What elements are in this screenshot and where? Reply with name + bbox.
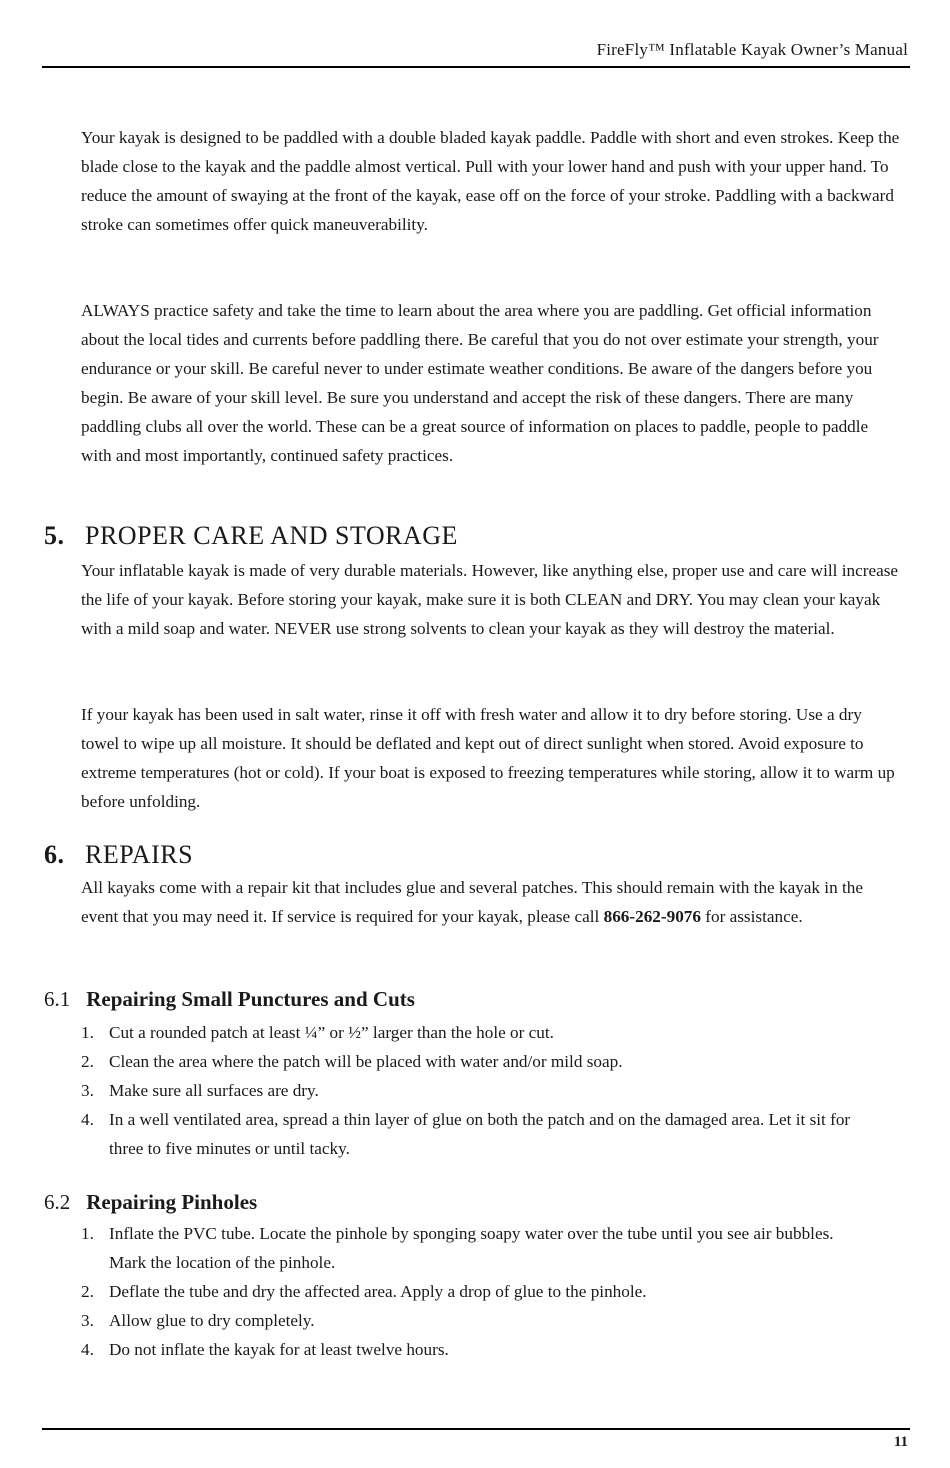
list-item — [81, 1219, 861, 1277]
list-item-text: In a well ventilated area, spread a thin layer of glue on both the patch and on the damaged area. Let it sit for three to five minutes or until tacky. — [109, 1110, 851, 1158]
footer-rule — [42, 1428, 910, 1430]
list-item-text: Clean the area where the patch will be placed with water and/or mild soap. — [109, 1052, 623, 1071]
page-number: 11 — [893, 1434, 908, 1450]
list-item-text: Cut a rounded patch at least ¼” or ½” larger than the hole or cut. — [109, 1023, 554, 1042]
list-marker: 4. — [81, 1110, 94, 1129]
list-marker: 3. — [81, 1081, 94, 1100]
pinholes-steps-list — [81, 1219, 861, 1364]
list-marker: 4. — [81, 1340, 94, 1359]
list-marker: 1. — [81, 1023, 94, 1042]
subsection-number: 6.2 — [44, 1190, 71, 1214]
list-item — [81, 1018, 861, 1047]
running-header: FireFly™ Inflatable Kayak Owner’s Manual — [596, 40, 908, 59]
header-rule — [42, 66, 910, 68]
list-marker: 3. — [81, 1311, 94, 1330]
repairs-text-end: for assistance. — [700, 907, 803, 926]
section-number: 6. — [44, 840, 65, 869]
repairs-paragraph — [81, 873, 901, 931]
subsection-heading-pinholes — [44, 1190, 257, 1215]
list-item-text: Do not inflate the kayak for at least twelve hours. — [109, 1340, 449, 1359]
subsection-title: Repairing Small Punctures and Cuts — [86, 987, 415, 1011]
list-item — [81, 1306, 861, 1335]
paddling-paragraph: Your kayak is designed to be paddled with a double bladed kayak paddle. Paddle with short and even strokes. Keep the blade close to the kayak and the paddle almost vertical. Pull with your lower hand and push with your upper hand. To reduce the amount of swaying at the front of the kayak, ease off on the force of your stroke. Paddling with a backward stroke can sometimes offer quick maneuverability. — [81, 128, 900, 234]
list-marker: 1. — [81, 1224, 94, 1243]
list-marker: 2. — [81, 1282, 94, 1301]
list-marker: 2. — [81, 1052, 94, 1071]
care-paragraph-2: If your kayak has been used in salt water, rinse it off with fresh water and allow it to dry before storing. Use a dry towel to wipe up all moisture. It should be deflated and kept out of direct sunlight when stored. Avoid exposure to extreme temperatures (hot or cold). If your boat is exposed to freezing temperatures while storing, allow it to warm up before unfolding. — [81, 705, 895, 811]
list-item-text: Inflate the PVC tube. Locate the pinhole by sponging soapy water over the tube until you see air bubbles. Mark the location of the pinhole. — [109, 1224, 834, 1272]
subsection-heading-punctures — [44, 987, 415, 1012]
list-item-text: Allow glue to dry completely. — [109, 1311, 315, 1330]
list-item — [81, 1335, 861, 1364]
section-heading-care-storage — [44, 521, 458, 551]
list-item — [81, 1105, 861, 1163]
support-phone-number: 866-262-9076 — [603, 907, 701, 926]
section-number: 5. — [44, 521, 65, 550]
repairs-text-start: All kayaks come with a repair kit that includes glue and several patches. This should remain with the kayak in the event that you may need it. If service is required for your kayak, please call — [81, 878, 863, 926]
list-item — [81, 1047, 861, 1076]
subsection-title: Repairing Pinholes — [86, 1190, 258, 1214]
list-item — [81, 1076, 861, 1105]
safety-paragraph: ALWAYS practice safety and take the time to learn about the area where you are paddling. Get official information about the local tides and currents before paddling there. Be careful that you do not over estimate your strength, your endurance or your skill. Be careful never to under estimate weather conditions. Be aware of the dangers before you begin. Be aware of your skill level. Be sure you understand and accept the risk of these dangers. There are many paddling clubs all over the world. These can be a great source of information on places to paddle, people to paddle with and most importantly, continued safety practices. — [81, 301, 879, 465]
section-title: REPAIRS — [85, 840, 194, 869]
section-heading-repairs — [44, 840, 193, 870]
care-paragraph-1: Your inflatable kayak is made of very durable materials. However, like anything else, proper use and care will increase the life of your kayak. Before storing your kayak, make sure it is both CLEAN and DRY. You may clean your kayak with a mild soap and water. NEVER use strong solvents to clean your kayak as they will destroy the material. — [81, 561, 899, 638]
subsection-number: 6.1 — [44, 987, 71, 1011]
section-title: PROPER CARE AND STORAGE — [85, 521, 458, 550]
list-item-text: Deflate the tube and dry the affected area. Apply a drop of glue to the pinhole. — [109, 1282, 647, 1301]
list-item — [81, 1277, 861, 1306]
list-item-text: Make sure all surfaces are dry. — [109, 1081, 319, 1100]
punctures-steps-list — [81, 1018, 861, 1163]
